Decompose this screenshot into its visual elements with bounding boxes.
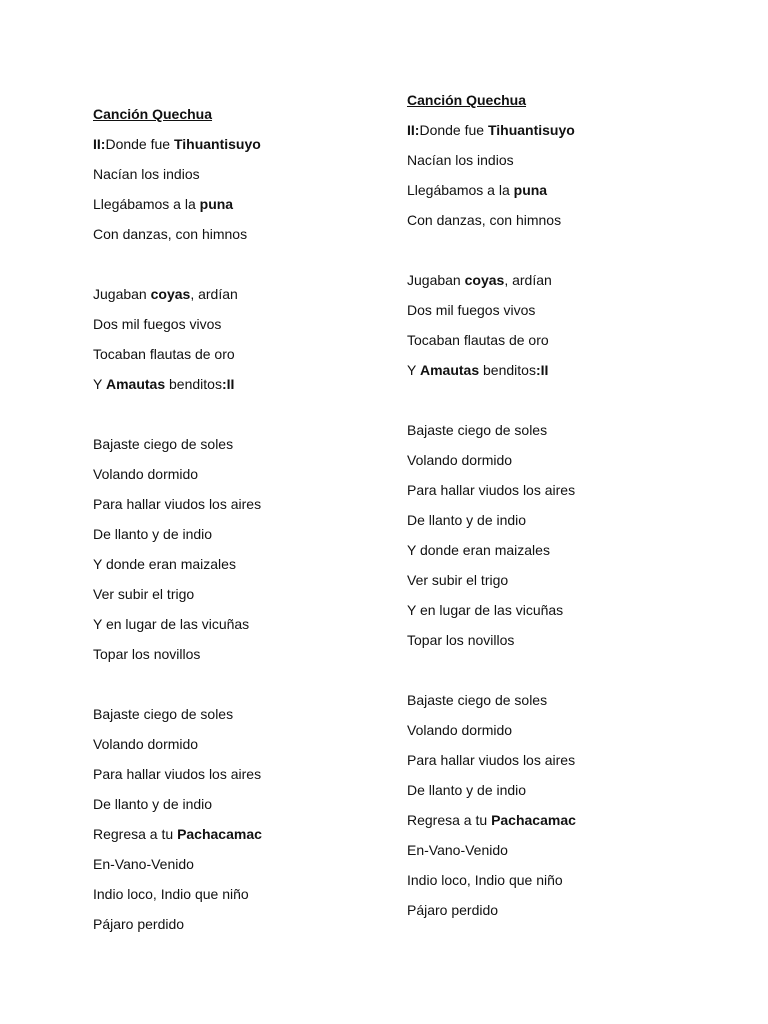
- lyric-line: Bajaste ciego de soles: [93, 436, 234, 452]
- bold-word: Pachacamac: [491, 812, 576, 828]
- lyric-line: Pájaro perdido: [407, 902, 499, 918]
- stanza-gap: [93, 249, 423, 279]
- lyric-line: Bajaste ciego de soles: [407, 692, 548, 708]
- lyric-line: Ver subir el trigo: [407, 572, 509, 588]
- lyric-line: Topar los novillos: [93, 646, 201, 662]
- stanza-gap: [93, 399, 423, 429]
- bold-word: puna: [199, 196, 234, 212]
- bold-word: Amautas: [419, 362, 480, 378]
- stanza-gap: [407, 385, 737, 415]
- repeat-mark: II:: [93, 136, 106, 152]
- lyric-line: Volando dormido: [407, 722, 513, 738]
- lyric-line: Para hallar viudos los aires: [407, 482, 576, 498]
- bold-word: Pachacamac: [177, 826, 262, 842]
- repeat-mark: :II: [221, 376, 235, 392]
- lyric-line: Volando dormido: [93, 736, 199, 752]
- lyrics-column-left: [93, 99, 423, 939]
- lyric-line: Y en lugar de las vicuñas: [407, 602, 564, 618]
- bold-word: Amautas: [105, 376, 166, 392]
- lyric-line: Ver subir el trigo: [93, 586, 195, 602]
- lyric-line: Dos mil fuegos vivos: [407, 302, 536, 318]
- lyric-line: Volando dormido: [407, 452, 513, 468]
- lyric-line: Para hallar viudos los aires: [93, 766, 262, 782]
- bold-word: puna: [513, 182, 548, 198]
- lyric-line: Indio loco, Indio que niño: [93, 886, 249, 902]
- lyric-line: Llegábamos a la puna: [407, 182, 548, 198]
- lyric-line: Volando dormido: [93, 466, 199, 482]
- lyric-line: Y donde eran maizales: [407, 542, 550, 558]
- lyric-line: Topar los novillos: [407, 632, 515, 648]
- bold-word: Tihuantisuyo: [487, 122, 575, 138]
- lyric-line: Jugaban coyas, ardían: [407, 272, 552, 288]
- lyric-line: Pájaro perdido: [93, 916, 185, 932]
- lyric-line: Y en lugar de las vicuñas: [93, 616, 250, 632]
- repeat-mark: II:: [407, 122, 420, 138]
- lyric-line: En-Vano-Venido: [93, 856, 194, 872]
- lyric-line: De llanto y de indio: [407, 512, 527, 528]
- bold-word: coyas: [464, 272, 505, 288]
- lyric-line: Y Amautas benditos:II: [407, 362, 549, 378]
- bold-word: coyas: [150, 286, 191, 302]
- repeat-mark: :II: [535, 362, 549, 378]
- song-title: Canción Quechua: [93, 106, 213, 122]
- lyric-line: Bajaste ciego de soles: [407, 422, 548, 438]
- lyric-line: Con danzas, con himnos: [93, 226, 248, 242]
- stanza-gap: [93, 669, 423, 699]
- lyric-line: Regresa a tu Pachacamac: [407, 812, 576, 828]
- lyric-line: II:Donde fue Tihuantisuyo: [407, 122, 575, 138]
- lyric-line: Tocaban flautas de oro: [407, 332, 549, 348]
- lyric-line: Nacían los indios: [407, 152, 514, 168]
- lyric-line: Jugaban coyas, ardían: [93, 286, 238, 302]
- lyric-line: Para hallar viudos los aires: [93, 496, 262, 512]
- lyric-line: De llanto y de indio: [93, 796, 213, 812]
- lyric-line: En-Vano-Venido: [407, 842, 508, 858]
- bold-word: Tihuantisuyo: [173, 136, 261, 152]
- lyric-line: Y Amautas benditos:II: [93, 376, 235, 392]
- lyric-line: Regresa a tu Pachacamac: [93, 826, 262, 842]
- lyric-line: II:Donde fue Tihuantisuyo: [93, 136, 261, 152]
- lyric-line: Dos mil fuegos vivos: [93, 316, 222, 332]
- lyric-line: Para hallar viudos los aires: [407, 752, 576, 768]
- stanza-gap: [407, 655, 737, 685]
- lyric-line: Indio loco, Indio que niño: [407, 872, 563, 888]
- lyric-line: Nacían los indios: [93, 166, 200, 182]
- lyrics-column-right: [407, 85, 737, 925]
- lyric-line: Llegábamos a la puna: [93, 196, 234, 212]
- lyric-line: Con danzas, con himnos: [407, 212, 562, 228]
- lyric-line: De llanto y de indio: [93, 526, 213, 542]
- lyric-line: Bajaste ciego de soles: [93, 706, 234, 722]
- lyric-line: Y donde eran maizales: [93, 556, 236, 572]
- lyric-line: De llanto y de indio: [407, 782, 527, 798]
- song-title: Canción Quechua: [407, 92, 527, 108]
- lyric-line: Tocaban flautas de oro: [93, 346, 235, 362]
- stanza-gap: [407, 235, 737, 265]
